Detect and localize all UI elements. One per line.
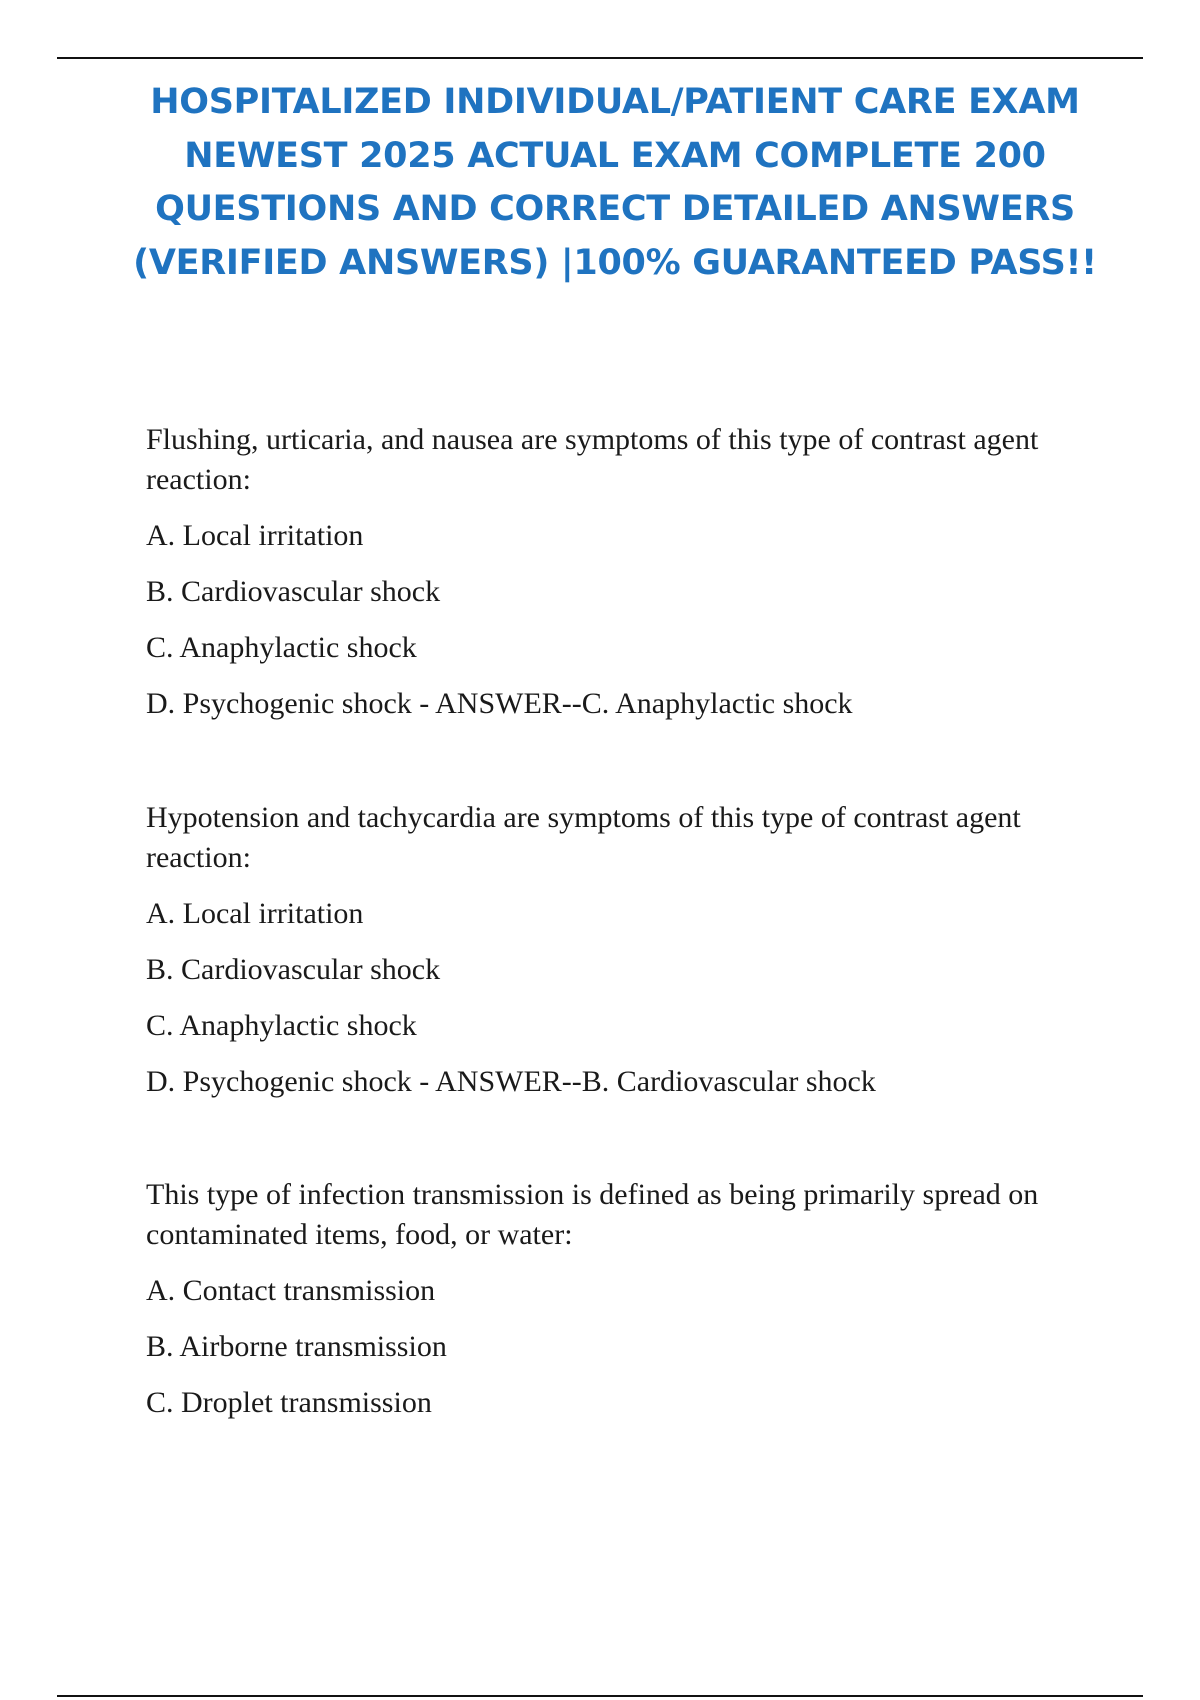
question-text: Flushing, urticaria, and nausea are symptoms of this type of contrast agent reaction: bbox=[146, 423, 1039, 496]
answer-option-c: C. Droplet transmission bbox=[146, 1386, 432, 1419]
answer-option-d: D. Psychogenic shock - ANSWER--B. Cardiovascular shock bbox=[146, 1065, 876, 1098]
bottom-rule bbox=[57, 1695, 1143, 1697]
question-block-2 bbox=[146, 798, 1106, 1102]
question-text: Hypotension and tachycardia are symptoms of this type of contrast agent reaction: bbox=[146, 801, 1021, 874]
answer-option-a: A. Local irritation bbox=[146, 519, 364, 552]
question-block-1 bbox=[146, 420, 1106, 724]
answer-option-a: A. Local irritation bbox=[146, 897, 364, 930]
answer-option-a: A. Contact transmission bbox=[146, 1274, 436, 1307]
answer-option-c: C. Anaphylactic shock bbox=[146, 631, 417, 664]
answer-option-c: C. Anaphylactic shock bbox=[146, 1009, 417, 1042]
answer-option-b: B. Cardiovascular shock bbox=[146, 953, 441, 986]
question-text: This type of infection transmission is defined as being primarily spread on contaminated items, food, or water: bbox=[146, 1178, 1039, 1251]
top-rule bbox=[57, 57, 1143, 59]
document-title: HOSPITALIZED INDIVIDUAL/PATIENT CARE EXAM NEWEST 2025 ACTUAL EXAM COMPLETE 200 QUESTIONS AND CORRECT DETAILED ANSWERS (VERIFIED ANSWERS) |100% GUARANTEED PASS!! bbox=[133, 82, 1097, 283]
answer-option-b: B. Cardiovascular shock bbox=[146, 575, 441, 608]
answer-option-d: D. Psychogenic shock - ANSWER--C. Anaphylactic shock bbox=[146, 687, 853, 720]
question-block-3 bbox=[146, 1175, 1106, 1423]
answer-option-b: B. Airborne transmission bbox=[146, 1330, 447, 1363]
